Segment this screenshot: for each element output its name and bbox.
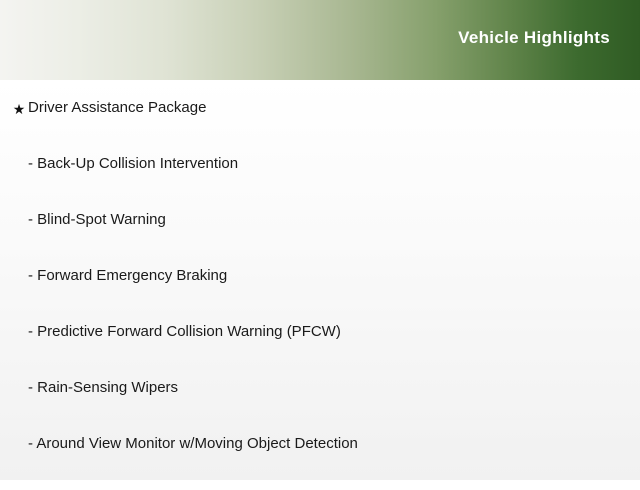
list-item (0, 434, 640, 490)
sub-bullet-label: - Predictive Forward Collision Warning (PFCW) (28, 323, 341, 340)
sub-bullet-label: - Blind-Spot Warning (28, 211, 166, 228)
bullet-label: Driver Assistance Package (28, 99, 207, 116)
star-icon: ★ (12, 101, 26, 117)
list-item (0, 80, 640, 154)
list-item (0, 154, 640, 210)
sub-bullet-label: - Forward Emergency Braking (28, 267, 228, 284)
sub-bullet-label: - Back-Up Collision Intervention (28, 155, 239, 172)
list-item (0, 378, 640, 434)
list-item (0, 266, 640, 322)
page-title: Vehicle Highlights (458, 28, 610, 47)
sub-bullet-label: - Rain-Sensing Wipers (28, 379, 179, 396)
sub-bullet-label: - Around View Monitor w/Moving Object Detection (28, 435, 358, 452)
list-item (0, 322, 640, 378)
slide-content (0, 80, 640, 480)
slide-header (0, 0, 640, 80)
list-item (0, 210, 640, 266)
